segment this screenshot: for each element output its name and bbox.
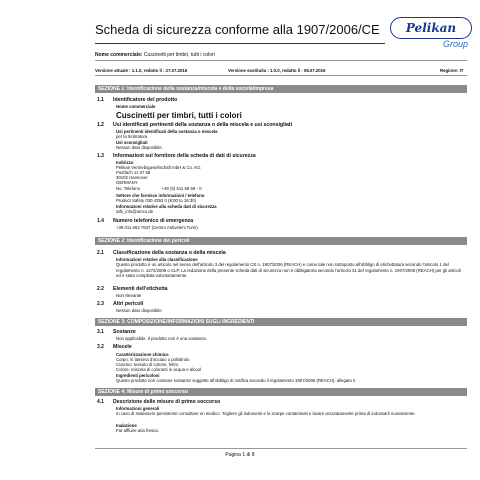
replaced-version: Versione sostituita : 1.0.0, redatto il : 08.07.2016 [228, 68, 326, 73]
s32-label-b: Ingredienti pericolosi [116, 373, 160, 378]
s14-number: 1.4 [97, 218, 104, 224]
address-line-3: 30102 Hannover [116, 175, 148, 180]
s13-number: 1.3 [97, 153, 104, 159]
pelikan-logo [390, 17, 472, 53]
s32-heading: Miscele [113, 344, 132, 350]
s13-label: Indirizzo [116, 160, 134, 165]
emergency-phone: +39 011 663 7637 (Centro Antiveleni Turin) [116, 225, 198, 230]
s13-email: sdb_info@umco.de [116, 209, 154, 214]
s41-label-a: Informazioni generali [116, 406, 160, 411]
s41-number: 4.1 [97, 399, 104, 405]
s41-heading: Descrizione delle misure di primo soccorso [113, 399, 221, 405]
logo-group-text: Group [442, 39, 468, 49]
s13-label-c: Informazioni relative alla scheda dati di sicurezza [116, 204, 217, 209]
s12-heading: Usi identificati pertinenti della sostanza o della miscela e usi sconsigliati [113, 122, 293, 128]
current-version: Versione attuale : 1.1.0, redatto il : 27.07.2016 [95, 68, 188, 73]
s11-heading: Identificatore del prodotto [113, 97, 178, 103]
address-line-1: Pelikan Vertriebsgesellschaft mbH & Co. KG [116, 165, 201, 170]
s41-text-b: Far affluire aria fresca. [116, 428, 159, 433]
trade-name-value: Cuscinetti per timbri, tutti i colori [143, 52, 215, 58]
meta-rule-1 [95, 60, 467, 61]
logo-text: Pelikan [405, 21, 457, 35]
s12-label-b: Usi sconsigliati [116, 140, 148, 145]
s41-label-b: Inalazione [116, 423, 137, 428]
s32-text-a3: Colore: miscela di coloranti in acqua e alcool [116, 367, 202, 372]
s22-heading: Elementi dell'etichetta [113, 286, 168, 292]
trade-name-label: Nome commerciale: [95, 52, 143, 58]
s13-heading: Informazioni sul fornitore della scheda di dati di sicurezza [113, 153, 256, 159]
footer-rule [95, 448, 467, 449]
s12-label-a: Usi pertinenti identificati della sostanza o miscela [116, 129, 218, 134]
meta-rule-2 [95, 75, 467, 76]
s21-number: 2.1 [97, 250, 104, 256]
s11-number: 1.1 [97, 97, 104, 103]
document-title: Scheda di sicurezza conforme alla 1907/2006/CE [95, 22, 380, 37]
s21-heading: Classificazione della sostanza o della miscela [113, 250, 226, 256]
logo-badge [390, 17, 472, 39]
s21-label: Informazioni relative alla classificazione [116, 257, 198, 262]
s32-text-a1: Corpo: in lamiera d'acciaio o polistirolo [116, 357, 190, 362]
s32-text-a2: Cuscino: tessuto di cotone, feltro [116, 362, 179, 367]
s13-label-b: Settore che fornisce informazioni / telefono [116, 193, 205, 198]
s22-number: 2.2 [97, 286, 104, 292]
address-line-4: GERMANY [116, 180, 138, 185]
s12-number: 1.2 [97, 122, 104, 128]
s32-label-a: Caratterizzazione chimica [116, 352, 169, 357]
s41-text-a: In caso di malessere persistente consultare un medico. Togliere gli indumenti e le scarpe contaminati e lavare accuratamente prima di indossarli nuovamente. [116, 411, 416, 416]
s12-text-b: Nessun dato disponibile. [116, 145, 163, 150]
region: Regione: IT [440, 68, 464, 73]
s32-number: 3.2 [97, 344, 104, 350]
s32-text-b: Questo prodotto non contiene sostanze soggette all'obbligo di notifica secondo il regolamento 1907/2006 (REACH), allegato II. [116, 378, 357, 383]
s21-text: Questo prodotto è un articolo nel senso dell'articolo 3 del regolamento CE n. 1907/2006 (REACH) e come tale non sottoposto all'obbligo di etichettatura secondo l'articolo 1 del regolamento n. 1272/2008 o CLP. La redazione della presente scheda dati di sicurezza non è obbligatoria secondo l'articolo 31 del regolamento n. 1907/2006 (REACH) per gli articoli ed è stata compilata volontariamente. [116, 262, 461, 278]
section-4-header: SEZIONE 4: Misure di primo soccorso [95, 388, 467, 396]
s12-text-a: per la timbratura [116, 134, 148, 139]
s31-number: 3.1 [97, 329, 104, 335]
s31-heading: Sostanze [113, 329, 136, 335]
product-name: Cuscinetti per timbri, tutti i colori [116, 111, 242, 120]
s22-text: Non rilevante [116, 293, 142, 298]
s11-label: Nome commerciale [116, 104, 156, 109]
page-number: Pagina 1 di 8 [225, 452, 255, 458]
s31-text: Non applicabile. Il prodotto non è una sostanza. [116, 336, 207, 341]
section-2-header: SEZIONE 2: Identificazione dei pericoli [95, 237, 467, 245]
s23-text: Nessun dato disponibile [116, 308, 162, 313]
address-phone: No. Telefono +49 (0) 511 69 69 - 0 [116, 186, 202, 191]
s13-text-b: Product Safety 030 4393 0 (8:00 to 16:30) [116, 198, 197, 203]
header-rule [95, 43, 385, 44]
section-1-header: SEZIONE 1: Identificazione della sostanza/miscela e della società/impresa [95, 85, 467, 93]
trade-name [95, 52, 215, 58]
section-3-header: SEZIONE 3: COMPOSIZIONE/INFORMAZIONI SUGLI INGREDIENTI [95, 318, 467, 326]
s23-heading: Altri pericoli [113, 301, 144, 307]
s23-number: 2.3 [97, 301, 104, 307]
address-line-2: Postfach 11 07 55 [116, 170, 151, 175]
s14-heading: Numero telefonico di emergenza [113, 218, 194, 224]
